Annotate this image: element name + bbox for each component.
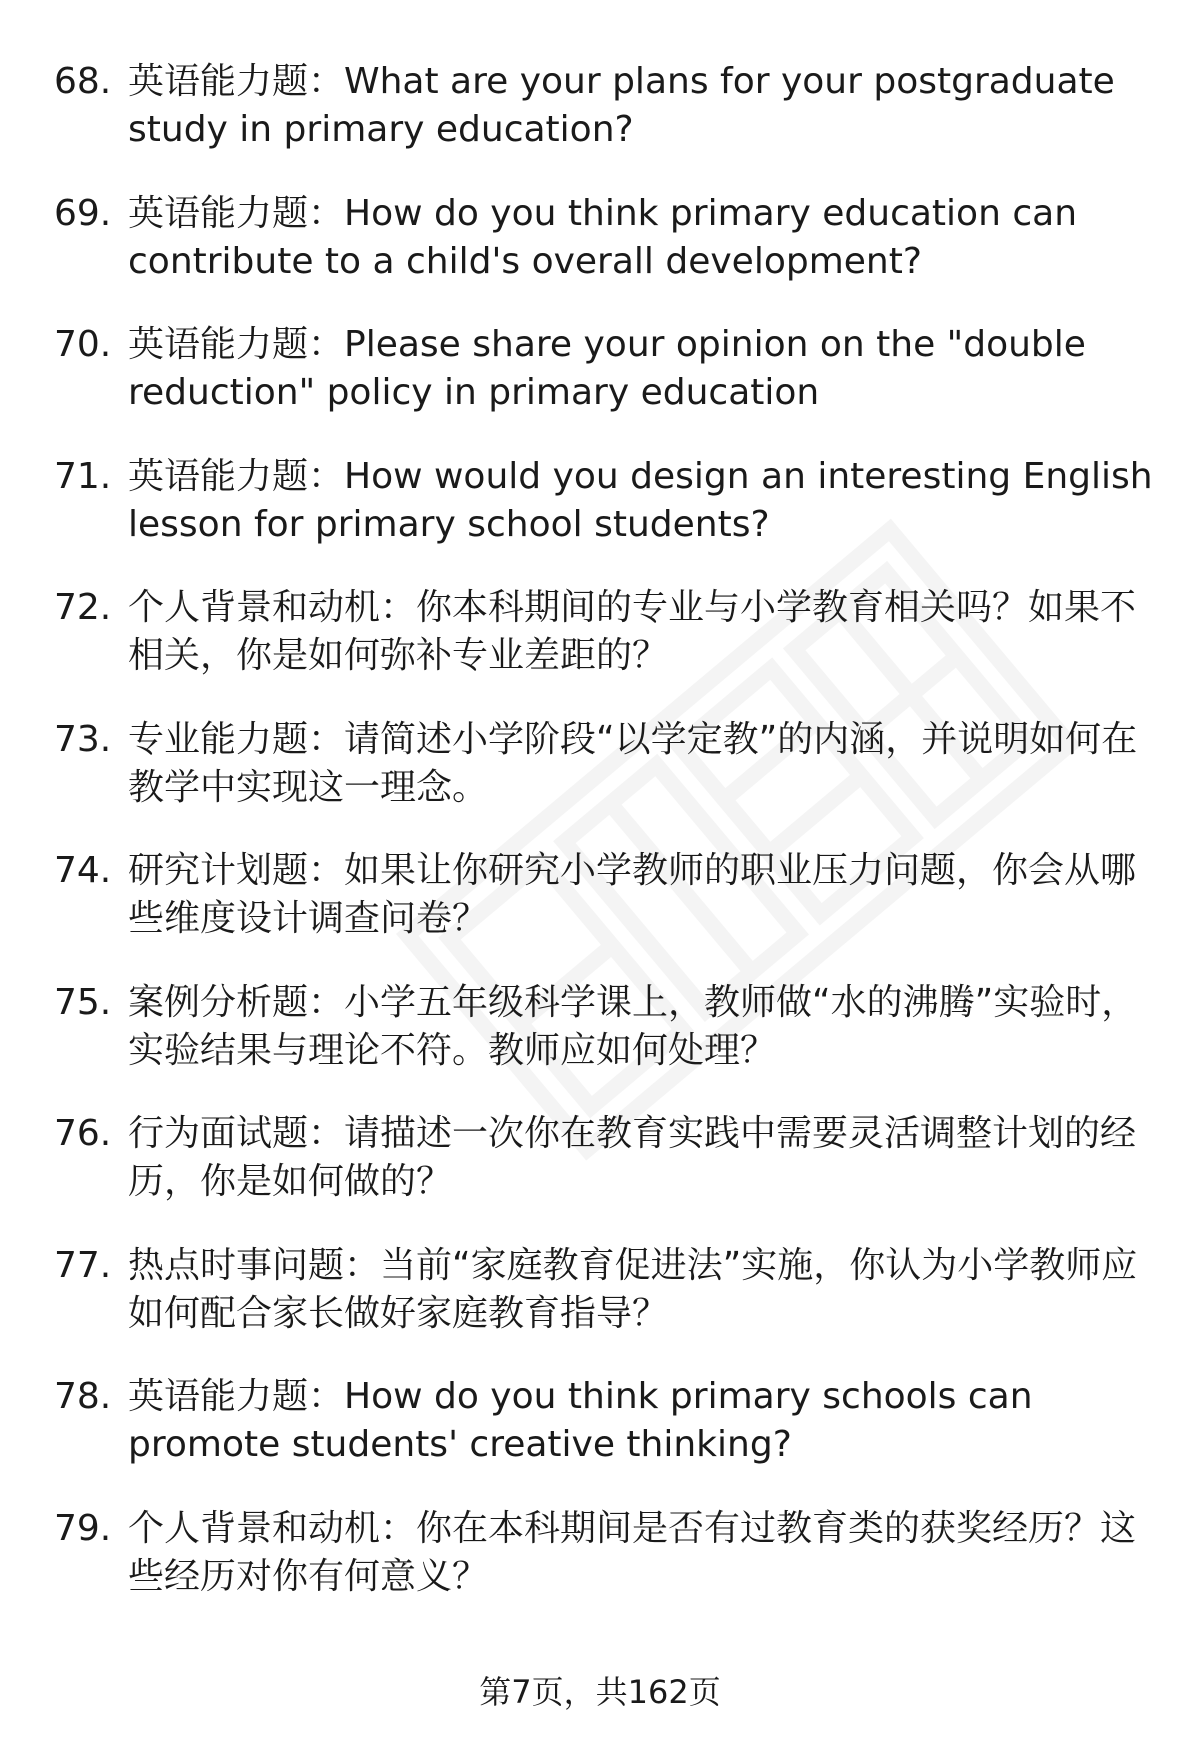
question-number: 78. [54, 1376, 112, 1417]
question-text: 专业能力题：请简述小学阶段“以学定教”的内涵，并说明如何在教学中实现这一理念。 [128, 718, 1138, 808]
question-text: 案例分析题：小学五年级科学课上，教师做“水的沸腾”实验时，实验结果与理论不符。教师应如何处理？ [128, 981, 1138, 1071]
list-item [54, 1505, 1164, 1637]
question-number: 68. [54, 61, 112, 102]
list-item [54, 453, 1164, 585]
question-number: 77. [54, 1244, 112, 1286]
list-item [54, 1373, 1164, 1505]
question-text: 英语能力题：What are your plans for your postgraduate study in primary education? [128, 61, 1115, 150]
list-item [54, 190, 1164, 322]
question-text: 个人背景和动机：你本科期间的专业与小学教育相关吗？如果不相关，你是如何弥补专业差距的？ [128, 587, 1137, 676]
question-number: 69. [54, 192, 112, 234]
question-number: 76. [54, 1113, 112, 1154]
question-text: 热点时事问题：当前“家庭教育促进法”实施，你认为小学教师应如何配合家长做好家庭教育指导？ [128, 1244, 1138, 1334]
question-text: 英语能力题：How would you design an interesting English lesson for primary school students? [128, 455, 1153, 545]
question-list [54, 58, 1164, 1636]
question-text: 研究计划题：如果让你研究小学教师的职业压力问题，你会从哪些维度设计调查问卷？ [128, 850, 1137, 939]
list-item [54, 1110, 1164, 1242]
question-number: 73. [54, 718, 112, 760]
list-item [54, 979, 1164, 1111]
question-text: 英语能力题：How do you think primary education can contribute to a child's overall development? [128, 192, 1078, 282]
list-item [54, 584, 1164, 716]
question-number: 74. [54, 850, 112, 891]
question-number: 75. [54, 981, 112, 1023]
question-number: 71. [54, 455, 112, 497]
list-item [54, 716, 1164, 848]
question-number: 79. [54, 1507, 112, 1549]
question-number: 70. [54, 324, 112, 365]
list-item [54, 847, 1164, 979]
page-indicator: 第7页，共162页 [479, 1673, 721, 1711]
question-text: 行为面试题：请描述一次你在教育实践中需要灵活调整计划的经历，你是如何做的？ [128, 1113, 1137, 1202]
question-text: 英语能力题：Please share your opinion on the "double reduction" policy in primary education [128, 324, 1086, 413]
question-text: 个人背景和动机：你在本科期间是否有过教育类的获奖经历？这些经历对你有何意义？ [128, 1507, 1137, 1597]
list-item [54, 1242, 1164, 1374]
question-text: 英语能力题：How do you think primary schools can promote students' creative thinking? [128, 1376, 1033, 1465]
question-number: 72. [54, 587, 112, 628]
list-item [54, 321, 1164, 453]
list-item [54, 58, 1164, 190]
